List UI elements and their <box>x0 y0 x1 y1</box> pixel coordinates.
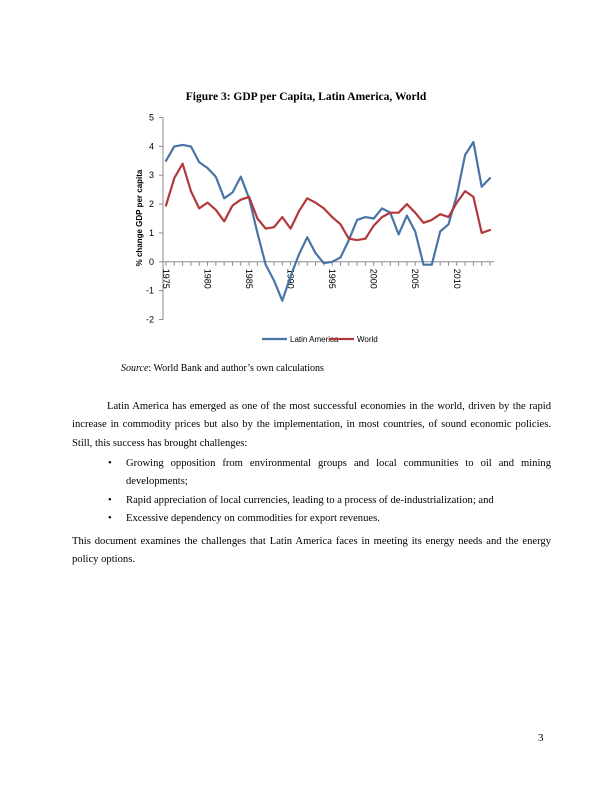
list-item-text: Excessive dependency on commodities for export revenues. <box>126 513 380 525</box>
y-tick-label: 0 <box>148 256 154 267</box>
list-item-text: Growing opposition from environmental groups and local communities to oil and mining developments; <box>126 458 551 488</box>
y-tick-label: -1 <box>145 285 154 296</box>
y-tick-label: 2 <box>148 199 154 210</box>
page-number: 3 <box>538 732 544 744</box>
y-tick-label: 3 <box>148 170 154 181</box>
y-tick-label: 4 <box>148 141 154 152</box>
y-tick-label: 1 <box>148 227 154 238</box>
bullet-icon: • <box>108 458 112 469</box>
figure-title: Figure 3: GDP per Capita, Latin America, World <box>185 91 427 103</box>
gdp-chart <box>0 0 612 360</box>
list-item-text: Rapid appreciation of local currencies, leading to a process of de-industrialization; and <box>126 494 494 506</box>
y-tick-label: -2 <box>145 314 154 325</box>
source-label: Source <box>121 363 149 374</box>
intro-paragraph: Latin America has emerged as one of the most successful economies in the world, driven by the rapid increase in commodity prices but also by the implementation, in most countries, of sound economic policies. Still, this success has brought challenges: <box>72 401 551 449</box>
bullet-icon: • <box>108 513 112 525</box>
figure-source <box>121 363 324 374</box>
closing-paragraph: This document examines the challenges that Latin America faces in meeting its energy needs and the energy policy options. <box>72 536 551 566</box>
list-item <box>72 492 551 510</box>
y-tick-label: 5 <box>148 112 154 123</box>
legend-label: World <box>357 335 378 344</box>
y-axis-label: % change GDP per capita <box>135 169 144 267</box>
x-tick-label: 2000 <box>368 268 379 289</box>
x-tick-label: 2005 <box>410 268 421 289</box>
x-tick-label: 1980 <box>202 268 213 289</box>
x-tick-label: 1995 <box>327 268 338 289</box>
x-tick-label: 2010 <box>451 268 462 289</box>
x-tick-label: 1975 <box>161 268 171 289</box>
list-item <box>72 510 551 528</box>
x-tick-label: 1985 <box>244 268 255 289</box>
bullet-icon: • <box>108 494 112 506</box>
list-item <box>72 455 551 492</box>
source-text: : World Bank and author’s own calculations <box>148 363 324 374</box>
legend-label: Latin America <box>290 335 339 344</box>
x-tick-label: 1990 <box>285 268 296 289</box>
challenges-list <box>72 455 551 529</box>
